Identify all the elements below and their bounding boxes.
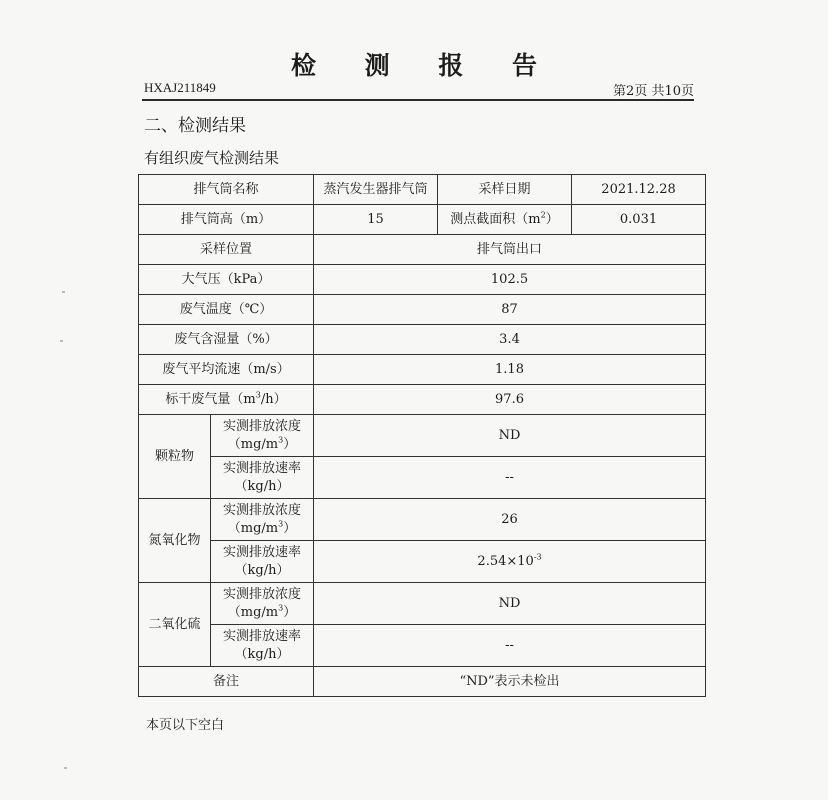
stack-height-label: 排气筒高（m） xyxy=(139,205,314,235)
rate-value: -- xyxy=(314,457,706,499)
scan-speck xyxy=(60,340,63,342)
flow-label: 标干废气量$(m^3/h)$ xyxy=(139,385,314,415)
footer-note: 本页以下空白 xyxy=(146,718,225,733)
conc-value: ND xyxy=(314,415,706,457)
section-area-value: 0.031 xyxy=(572,205,706,235)
rate-value: -- xyxy=(314,625,706,667)
report-title: 检 测 报 告 xyxy=(290,51,558,80)
sample-date-label: 采样日期 xyxy=(438,175,572,205)
pollutant-name: 二氧化硫 xyxy=(139,583,211,667)
location-label: 采样位置 xyxy=(139,235,314,265)
rate-label: 实测排放速率 （kg/h） xyxy=(211,541,314,583)
report-number: HXAJ211849 xyxy=(144,80,216,95)
scan-speck xyxy=(64,767,67,769)
sample-date-value: 2021.12.28 xyxy=(572,175,706,205)
page-info: 第2页 共10页 xyxy=(613,84,694,99)
pollutant-name: 氮氧化物 xyxy=(139,499,211,583)
rate-label: 实测排放速率 （kg/h） xyxy=(211,625,314,667)
pollutant-name: 颗粒物 xyxy=(139,415,211,499)
velocity-label: 废气平均流速（m/s） xyxy=(139,355,314,385)
temp-label: 废气温度（℃） xyxy=(139,295,314,325)
conc-label: 实测排放浓度 $(mg/m^3)$ xyxy=(211,499,314,541)
remark-label: 备注 xyxy=(139,667,314,697)
conc-value: 26 xyxy=(314,499,706,541)
section-title: 二、检测结果 xyxy=(144,116,246,136)
flow-value: 97.6 xyxy=(314,385,706,415)
stack-height-value: 15 xyxy=(314,205,438,235)
header-divider xyxy=(142,99,694,101)
stack-name-value: 蒸汽发生器排气筒 xyxy=(314,175,438,205)
conc-label: 实测排放浓度 $(mg/m^3)$ xyxy=(211,415,314,457)
section-area-label: 测点截面积$(m^2)$ xyxy=(438,205,572,235)
rate-value: $2.54\times 10^{-3}$ xyxy=(314,541,706,583)
conc-value: ND xyxy=(314,583,706,625)
results-table xyxy=(138,174,706,697)
humidity-label: 废气含湿量（%） xyxy=(139,325,314,355)
scan-speck xyxy=(62,291,65,293)
rate-label: 实测排放速率 （kg/h） xyxy=(211,457,314,499)
pressure-label: 大气压（kPa） xyxy=(139,265,314,295)
location-value: 排气筒出口 xyxy=(314,235,706,265)
humidity-value: 3.4 xyxy=(314,325,706,355)
remark-value: “ND”表示未检出 xyxy=(314,667,706,697)
temp-value: 87 xyxy=(314,295,706,325)
sub-title: 有组织废气检测结果 xyxy=(144,149,280,167)
velocity-value: 1.18 xyxy=(314,355,706,385)
pressure-value: 102.5 xyxy=(314,265,706,295)
conc-label: 实测排放浓度 $(mg/m^3)$ xyxy=(211,583,314,625)
stack-name-label: 排气筒名称 xyxy=(139,175,314,205)
